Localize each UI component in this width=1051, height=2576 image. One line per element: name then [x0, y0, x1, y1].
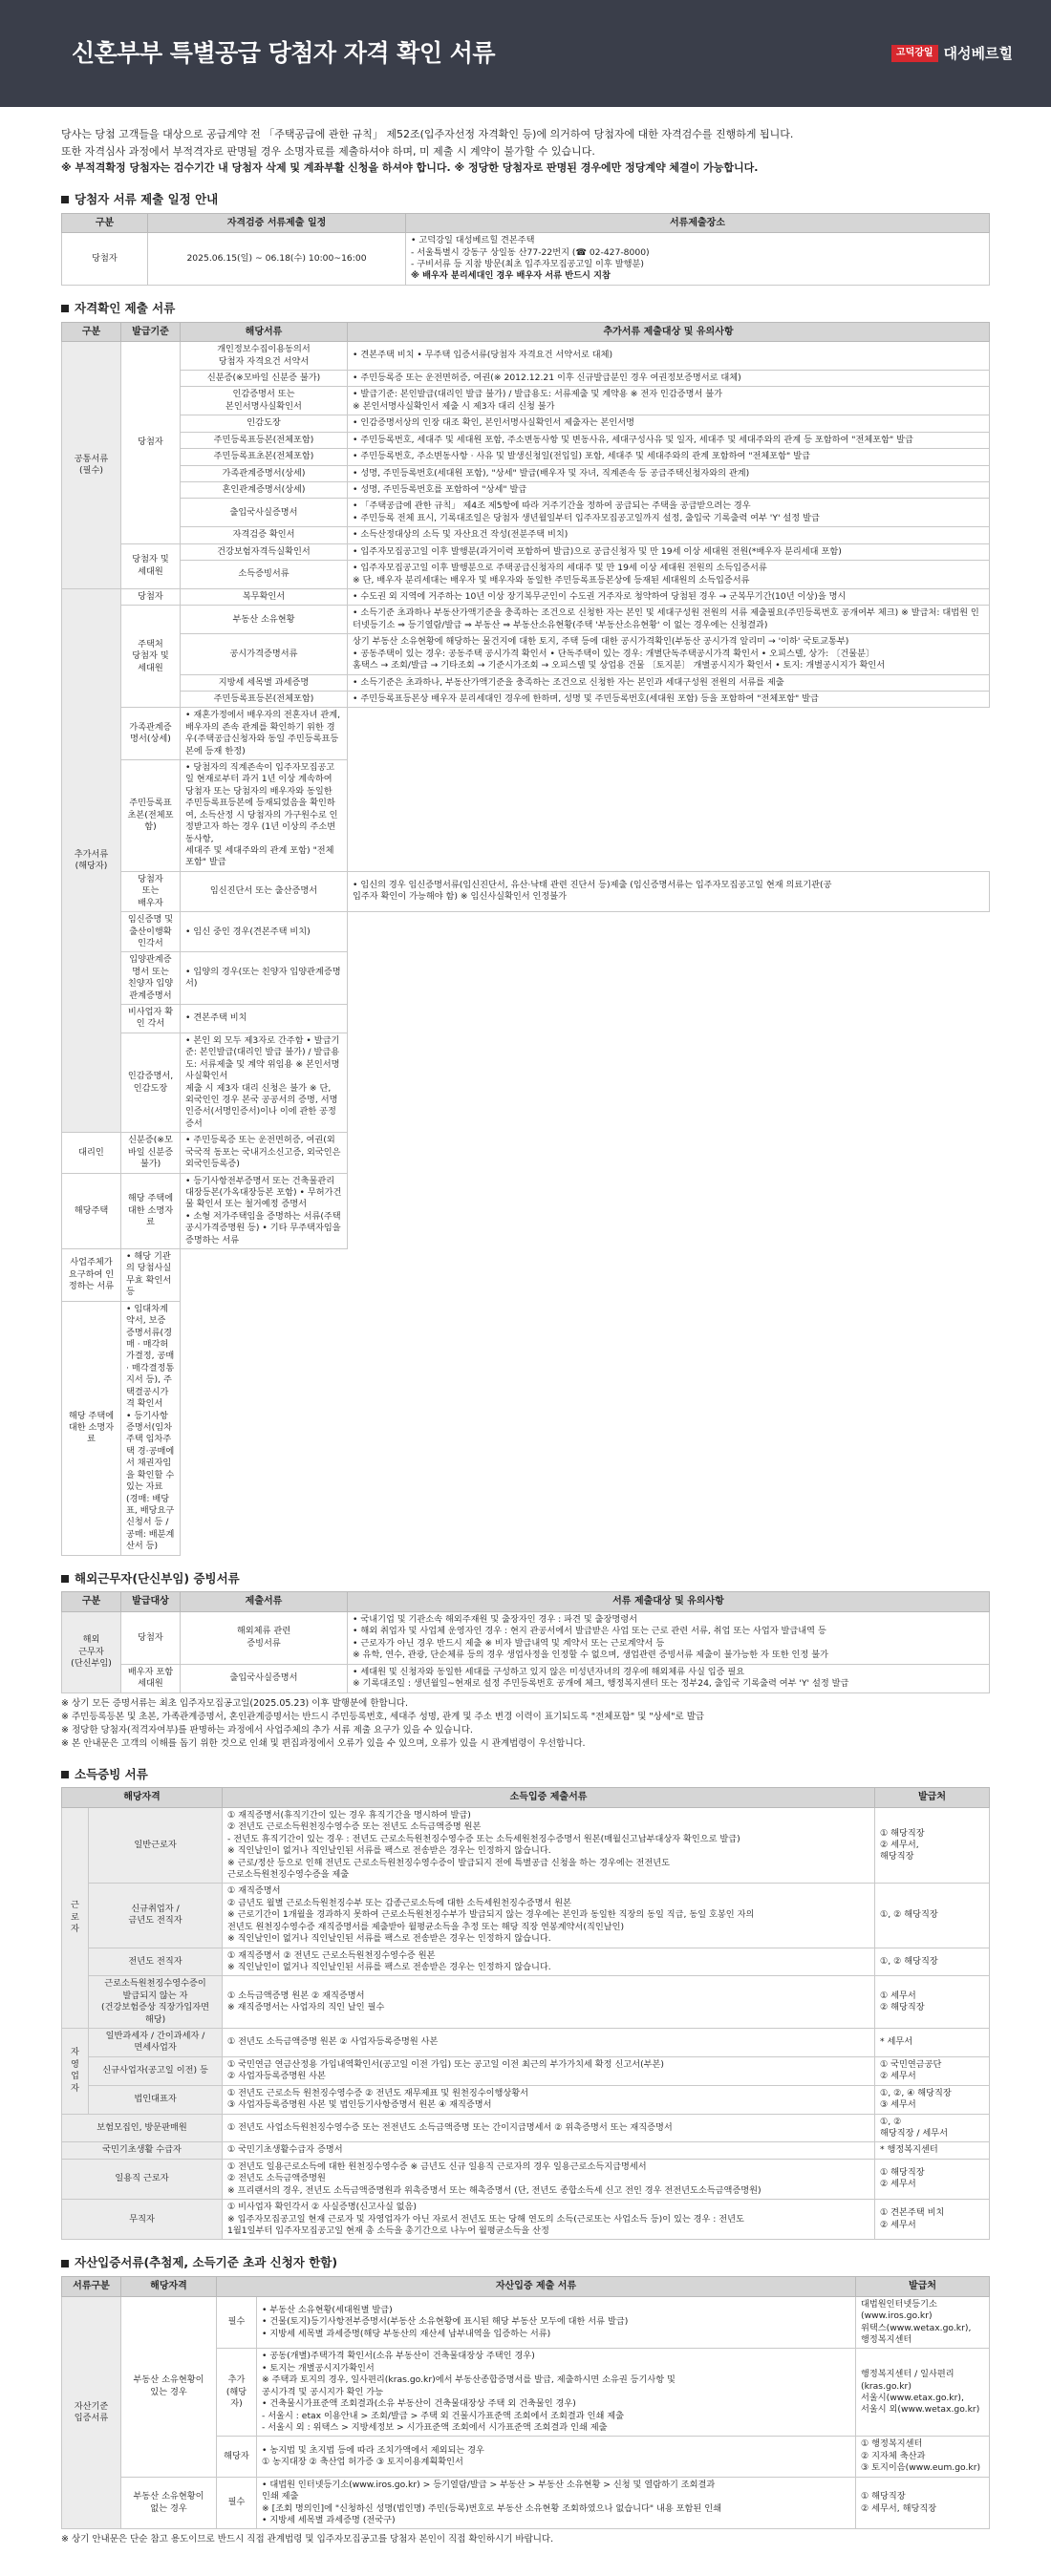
table-row — [62, 2085, 990, 2114]
row-document: 지방세 세목별 과세증명 — [181, 674, 348, 691]
row-basis: 당첨자 — [121, 1611, 181, 1664]
row-note: • 재혼가정에서 배우자의 전혼자녀 관계, 배우자의 존속 관계를 확인하기 위한 경우(주택공급신청자와 동일 주민등록표등본에 등재 한정) — [181, 708, 348, 760]
page-title: 신혼부부 특별공급 당첨자 자격 확인 서류 — [72, 39, 496, 68]
table-header: 해당자격 — [62, 1788, 223, 1808]
table-row — [62, 1664, 990, 1692]
schedule-date: 2025.06.15(일) ~ 06.18(수) 10:00~16:00 — [148, 233, 406, 286]
table-header: 제출서류 — [181, 1592, 348, 1612]
row-document: 주민등록표등본(전체포함) — [181, 432, 348, 448]
row-note: • 등기사항전부증명서 또는 건축물관리대장등본(가옥대장등본 포함) • 무허가건물 확인서 또는 철거예정 증명서 • 소형 저가주택임을 증명하는 서류(주택공시가격증명원 등) • 기타 무주택자임을 증명하는 서류 — [181, 1173, 348, 1249]
table-row — [62, 543, 990, 560]
intro-line: 당사는 당첨 고객들을 대상으로 공급계약 전 「주택공급에 관한 규칙」 제52조(입주자선정 자격확인 등)에 의거하여 당첨자에 대한 자격검수를 진행하게 됩니다. — [61, 128, 794, 140]
row-document: 인감증명서 또는 본인서명사실확인서 — [181, 387, 348, 415]
table-row — [62, 1173, 990, 1249]
income-docs: ① 소득금액증명 원본 ② 재직증명서 ※ 재직증명서는 사업자의 직인 날인 필수 — [223, 1976, 875, 2029]
table-row — [62, 2029, 990, 2057]
income-type: 신규취업자 / 금년도 전직자 — [89, 1884, 223, 1948]
income-issuer: ①, ② 해당직장 — [875, 1884, 990, 1948]
asset-issuer: ① 행정복지센터 ② 지자체 축산과 ③ 토지이음(www.eum.go.kr) — [856, 2437, 990, 2477]
row-document: 입양관계증명서 또는 친양자 입양관계증명서 — [121, 952, 181, 1005]
brand-badge: 고덕강일 — [891, 45, 938, 62]
brand-name: 대성베르힐 — [943, 44, 1013, 62]
asset-issuer: 대법원인터넷등기소 (www.iros.go.kr) 위택스(www.wetax.go.kr), 행정복지센터 — [856, 2296, 990, 2349]
row-note: • 주민등록번호, 세대주 및 세대원 포함, 주소변동사항 및 변동사유, 세대구성사유 및 일자, 세대주 및 세대주와의 관계 등 포함하여 "전체포함" 발급 — [348, 432, 990, 448]
table-row — [62, 1005, 990, 1033]
table-row — [62, 708, 990, 760]
table-row — [62, 432, 990, 448]
asset-table — [61, 2276, 990, 2529]
table-row — [62, 449, 990, 465]
row-document: 가족관계증명서(상세) — [121, 708, 181, 760]
asset-docs: • 부동산 소유현황(세대원별 발급) • 건물(토지)등기사항전부증명서(부동산 소유현황에 표시된 해당 부동산 모두에 대한 서류 발급) • 지방세 세목별 과세증명(해당 부동산의 재산세 납부내역을 입증하는 서류) — [257, 2296, 856, 2349]
asset-docs: • 대법원 인터넷등기소(www.iros.go.kr) > 등기열람/발급 > 부동산 > 부동산 소유현황 > 신청 및 열람하기 조회결과 인쇄 제출 ※ [조회 명의인]에 "신청하신 성명(법인명) 주민(등록)번호로 부동산 소유현황 조회하였으나 없습니다" 내용 포함된 인쇄 • 지방세 세목별 과세증명 (전국구) — [257, 2477, 856, 2529]
row-document: 주민등록표초본(전체포함) — [181, 449, 348, 465]
row-note: • 임신 중인 경우(견본주택 비치) — [181, 912, 348, 952]
table-row — [62, 482, 990, 499]
group-label: 근 로 자 — [62, 1807, 89, 2028]
row-document: 인감증명서, 인감도장 — [121, 1033, 181, 1132]
table-header: 서류구분 — [62, 2277, 121, 2297]
schedule-type: 당첨자 — [62, 233, 148, 286]
table-header: 자산입증 제출 서류 — [217, 2277, 856, 2297]
row-note: • 해당 기관의 당첨사실 무효 확인서 등 — [121, 1249, 181, 1302]
income-docs: ① 재직증명서 ② 전년도 근로소득원천징수영수증 원본 ※ 직인날인이 없거나 직인날인된 서류를 팩스로 전송받은 경우는 인정하지 않습니다. — [223, 1948, 875, 1976]
qualify-table — [61, 322, 990, 1556]
table-header: 구분 — [62, 1592, 121, 1612]
section-title-qualify: 자격확인 제출 서류 — [61, 301, 990, 317]
row-document: 신분증(※모바일 신분증 불가) — [181, 371, 348, 387]
table-row — [62, 952, 990, 1005]
table-header: 해당서류 — [181, 322, 348, 342]
table-row — [62, 1807, 990, 1884]
income-docs: ① 전년도 소득금액증명 원본 ② 사업자등록증명원 사본 — [223, 2029, 875, 2057]
table-row — [62, 2200, 990, 2240]
row-document: 가족관계증명서(상세) — [181, 465, 348, 481]
table-row — [62, 1976, 990, 2029]
row-note: • 입주자모집공고일 이후 발행분으로 주택공급신청자의 세대주 및 만 19세 이상 세대원 전원의 소득입증서류 ※ 단, 배우자 분리세대는 배우자 및 배우자와 동일한 주민등록표등본상에 등재된 세대원의 소득입증서류 — [348, 561, 990, 589]
table-row — [62, 588, 990, 605]
income-type: 근로소득원천징수영수증이 발급되지 않는 자 (건강보험증상 직장가입자면 해당) — [89, 1976, 223, 2029]
table-header: 발급기준 — [121, 322, 181, 342]
table-header: 발급대상 — [121, 1592, 181, 1612]
page-header — [0, 0, 1051, 107]
table-row — [62, 465, 990, 481]
income-table — [61, 1787, 990, 2240]
row-document: 사업주체가 요구하여 인정하는 서류 — [62, 1249, 121, 1302]
table-row — [62, 1884, 990, 1948]
asset-subtype: 해당자 — [217, 2437, 257, 2477]
row-basis: 당첨자 — [121, 588, 181, 605]
table-header: 소득입증 제출서류 — [223, 1788, 875, 1808]
row-basis: 대리인 — [62, 1133, 121, 1173]
row-basis: 해당주택 — [62, 1173, 121, 1249]
row-note: • 임대차계약서, 보증 증명서류(경매 · 매각허가결정, 공매 · 매각결정통지서 등), 주택결공시가격 확인서 • 등기사항증명서(임차주택 임차주택 경·공매에서 채권자임을 확인할 수 있는 자료 (경매: 배당표, 배당요구신청서 등 / 공매: 배분계산서 등) — [121, 1301, 181, 1555]
row-note: • 성명, 주민등록번호를 포함하여 "상세" 발급 — [348, 482, 990, 499]
income-type: 보험모집인, 방문판매원 — [62, 2114, 223, 2142]
row-document: 건강보험자격득실확인서 — [181, 543, 348, 560]
table-row — [62, 760, 990, 872]
note-line: ※ 주민등록등본 및 초본, 가족관계증명서, 혼인관계증명서는 반드시 주민등록번호, 세대주 성명, 관계 및 주소 변경 이력이 표기되도록 "전체포함" 및 "상세"로 발급 — [61, 1711, 705, 1722]
table-row — [62, 1948, 990, 1976]
row-document: 주민등록표등본(전체포함) — [181, 691, 348, 707]
row-document: 자격검증 확인서 — [181, 527, 348, 543]
row-document: 해외체류 관련 증빙서류 — [181, 1611, 348, 1664]
row-document: 개인정보수집이용동의서 당첨자 자격요건 서약서 — [181, 342, 348, 371]
row-document: 출입국사실증명서 — [181, 499, 348, 527]
income-rows — [62, 1807, 990, 2240]
section-title-asset: 자산입증서류(추첨제, 소득기준 초과 신청자 한함) — [61, 2255, 990, 2271]
table-row — [62, 342, 990, 371]
asset-docs: • 농지법 및 초지법 등에 따라 조치가액에서 제외되는 경우 ① 농지대장 ② 축산업 허가증 ③ 토지이용계획확인서 — [257, 2437, 856, 2477]
row-note: • 주민등록증 또는 운전면허증, 여권(외국국적 동포는 국내거소신고증, 외국인은 외국인등록증) — [181, 1133, 348, 1173]
group-label: 자 영 업 자 — [62, 2029, 89, 2115]
asset-docs: • 공동(개별)주택가격 확인서(소유 부동산이 건축물대장상 주택인 경우) • 토지는 개별공시지가확인서 ※ 주택과 토지의 경우, 일사편리(kras.go.kr)에서 부동산종합증명서를 발급, 제출하시면 소유권 등기사항 및 공시가격 및 공시지가 확인 가능 • 건축물시가표준액 조회결과(소유 부동산이 건축물대장상 주택 외 건축물인 경우) - 서울시 : etax 이용안내 > 조회/발급 > 주택 외 건물시가표준액 조회에서 조회결과 인쇄 제출 - 서울시 외 : 위택스 > 지방세정보 > 시가표준액 조회에서 시가표준액 조회결과 인쇄 제출 — [257, 2349, 856, 2437]
row-note: • 주민등록번호, 주소변동사항 · 사유 및 발생신청일(전입일) 포함, 세대주 및 세대주와의 관계 포함하여 "전체포함" 발급 — [348, 449, 990, 465]
table-row — [62, 2142, 990, 2159]
row-document: 공시가격증명서류 — [181, 634, 348, 674]
income-docs: ① 재직증명서(휴직기간이 있는 경우 휴직기간을 명시하여 발급) ② 전년도 근로소득원천징수영수증 또는 전년도 소득금액증명 원본 - 전년도 휴직기간이 있는 경우 : 전년도 근로소득원천징수영수증 또는 소득세원천징수증명서 원본(매월신고납부대상자 확인으로 발급) ※ 직인날인이 없거나 직인날인된 서류를 팩스로 전송받은 경우는 인정하지 않습니다. ※ 근로/정산 등으로 인해 전년도 근로소득원천징수영수증이 발급되지 전에 특별공급 신청을 하는 경우에는 전전년도 근로소득원천징수영수증을 제출 — [223, 1807, 875, 1884]
row-document: 복무확인서 — [181, 588, 348, 605]
income-docs: ① 비사업자 확인각서 ② 사실증명(신고사실 없음) ※ 입주자모집공고일 현재 근로자 및 자영업자가 아닌 자로서 전년도 또는 당해 연도의 소득(근로또는 사업소득 등)이 있는 경우 : 전년도 1월1일부터 입주자모집공고일 현재 총 소득을 총기간으로 나누어 월평균소득을 산정 — [223, 2200, 875, 2240]
table-header: 구분 — [62, 213, 148, 233]
section-title-income: 소득증빙 서류 — [61, 1767, 990, 1783]
row-document: 해당 주택에 대한 소명자료 — [121, 1173, 181, 1249]
qualify-rows — [62, 342, 990, 1555]
row-note: • 수도권 외 지역에 거주하는 10년 이상 장기복무군인이 수도권 거주자로 청약하여 당첨된 경우 → 군복무기간(10년 이상)을 명시 — [348, 588, 990, 605]
row-category: 공통서류 (필수) — [62, 342, 121, 589]
income-issuer: * 행정복지센터 — [875, 2142, 990, 2159]
row-note: • 입주자모집공고일 이후 발행분(과거이력 포함하여 발급)으로 공급신청자 및 만 19세 이상 세대원 전원(*배우자 분리세대 포함) — [348, 543, 990, 560]
brand-logo — [891, 44, 1013, 63]
income-issuer: ① 해당직장 ② 세무서, 해당직장 — [875, 1807, 990, 1884]
table-header: 서류제출장소 — [406, 213, 990, 233]
income-issuer: ①, ② 해당직장 / 세무서 — [875, 2114, 990, 2142]
overseas-rows — [62, 1611, 990, 1692]
row-document: 소득증빙서류 — [181, 561, 348, 589]
row-note: • 당첨자의 직계존속이 입주자모집공고일 현재로부터 과거 1년 이상 계속하여 당첨자 또는 당첨자의 배우자와 동일한 주민등록표등본에 등재되었음을 확인하여, 소득산정 시 당첨자의 가구원수로 인정받고자 하는 경우 (1년 이상의 주소변동사항, 세대주 및 세대주와의 관계 포함) "전체포함" 발급 — [181, 760, 348, 872]
asset-footer-note: ※ 상기 안내문은 단순 참고 용도이므로 반드시 직접 관계법령 및 입주자모집공고를 당첨자 본인이 직접 확인하시기 바랍니다. — [61, 2534, 554, 2545]
row-note: • 주민등록표등본상 배우자 분리세대인 경우에 한하며, 성명 및 주민등록번호(세대원 포함) 등을 포함하여 "전체포함" 발급 — [348, 691, 990, 707]
row-document: 임신진단서 또는 출산증명서 — [181, 871, 348, 911]
income-issuer: * 세무서 — [875, 2029, 990, 2057]
asset-issuer: 행정복지센터 / 일사편리 (kras.go.kr) 서울시(www.etax.go.kr), 서울시 외(www.wetax.go.kr) — [856, 2349, 990, 2437]
asset-subtype: 필수 — [217, 2477, 257, 2529]
note-line: ※ 본 안내문은 고객의 이해를 돕기 위한 것으로 인쇄 및 편집과정에서 오류가 있을 수 있으며, 오류가 있을 시 관계법령이 우선합니다. — [61, 1738, 586, 1750]
intro-line: 또한 자격심사 과정에서 부적격자로 판명될 경우 소명자료를 제출하셔야 하며, 미 제출 시 계약이 불가할 수 있습니다. — [61, 144, 595, 158]
table-row — [62, 2296, 990, 2349]
row-note: • 소득기준은 초과하나, 부동산가액기준을 충족하는 조건으로 신청한 자는 본인과 세대구성원 전원의 서류를 제출 — [348, 674, 990, 691]
income-docs: ① 전년도 사업소득원천징수영수증 또는 전전년도 소득금액증명 또는 간이지급명세서 ② 위촉증명서 또는 재직증명서 — [223, 2114, 875, 2142]
table-header: 추가서류 제출대상 및 유의사항 — [348, 322, 990, 342]
income-type: 전년도 전직자 — [89, 1948, 223, 1976]
table-row — [62, 606, 990, 634]
row-note: • 주민등록증 또는 운전면허증, 여권(※ 2012.12.21 이후 신규발급분인 경우 여권정보증명서로 대체) — [348, 371, 990, 387]
income-type: 국민기초생활 수급자 — [62, 2142, 223, 2159]
income-issuer: ① 세무서 ② 해당직장 — [875, 1976, 990, 2029]
table-header: 해당자격 — [121, 2277, 217, 2297]
row-basis: 주택처 당첨자 및 세대원 — [121, 606, 181, 708]
table-row — [62, 1249, 990, 1302]
table-row — [62, 2056, 990, 2085]
row-category: 해외 근무자 (단신부임) — [62, 1611, 121, 1692]
asset-issuer: ① 해당직장 ② 세무서, 해당직장 — [856, 2477, 990, 2529]
income-docs: ① 국민연금 연금산정용 가입내역확인서(공고일 이전 가입) 또는 공고일 이전 최근의 부가가치세 확정 신고서(부본) ② 사업자등록증명원 사본 — [223, 2056, 875, 2085]
table-row — [62, 1301, 990, 1555]
section-title-overseas: 해외근무자(단신부임) 증빙서류 — [61, 1571, 990, 1587]
table-row — [62, 415, 990, 432]
table-row — [62, 371, 990, 387]
row-document: 해당 주택에 대한 소명자료 — [62, 1301, 121, 1555]
table-header: 서류 제출대상 및 유의사항 — [348, 1592, 990, 1612]
table-header: 발급처 — [856, 2277, 990, 2297]
income-type: 일용직 근로자 — [62, 2159, 223, 2199]
asset-category: 자산기준 입증서류 — [62, 2296, 121, 2529]
schedule-table — [61, 213, 990, 286]
row-note: • 소득산정대상의 소득 및 자산요건 작성(전분주택 비치) — [348, 527, 990, 543]
table-row — [62, 2159, 990, 2199]
table-row — [62, 912, 990, 952]
row-note: • 본인 외 모두 제3자로 간주함 • 발급기준: 본인발급(대리인 발급 불가) / 발급용도: 서류제출 및 계약 위임용 ※ 본인서명사실확인서 제출 시 제3자 대리 신청은 불가 ※ 단, 외국인인 경우 본국 공공서의 증명, 서명인증서(서명인증서)이나 이에 관한 공정증서 — [181, 1033, 348, 1132]
row-document: 비사업자 확인 각서 — [121, 1005, 181, 1033]
asset-subtype: 필수 — [217, 2296, 257, 2349]
table-row — [62, 1611, 990, 1664]
row-note: • 세대원 및 신청자와 동일한 세대를 구성하고 있지 않은 미성년자녀의 경우에 해외체류 사실 입증 필요 ※ 기록대조일 : 생년월일~현재로 설정 주민등록번호 공개에 체크, 행정복지센터 또는 정부24, 출입국 기록출력 여부 'Y' 설정 발급 — [348, 1664, 990, 1692]
income-type: 일반과세자 / 간이과세자 / 면세사업자 — [89, 2029, 223, 2057]
income-docs: ① 전년도 일용근로소득에 대한 원천징수영수증 ※ 금년도 신규 일용직 근로자의 경우 일용근로소득지급명세서 ② 전년도 소득금액증명원 ※ 프리랜서의 경우, 전년도 소득금액증명원과 위촉증명서 또는 해촉증명서 (단, 전년도 종합소득세 신고 전인 경우 전전년도소득금액증명원) — [223, 2159, 875, 2199]
table-row — [62, 871, 990, 911]
row-document: 임신증명 및 출산이행확인각서 — [121, 912, 181, 952]
intro-line: ※ 부적격확정 당첨자는 검수기간 내 당첨자 삭제 및 계좌부활 신청을 하셔야 합니다. ※ 정당한 당첨자로 판명된 경우에만 정당계약 체결이 가능합니다. — [61, 161, 759, 175]
table-header: 구분 — [62, 322, 121, 342]
income-docs: ① 국민기초생활수급자 증명서 — [223, 2142, 875, 2159]
asset-qualification: 부동산 소유현황이 없는 경우 — [121, 2477, 217, 2529]
section-title-schedule: 당첨자 서류 제출 일정 안내 — [61, 192, 990, 208]
row-basis: 배우자 포함 세대원 — [121, 1664, 181, 1692]
row-note: • 성명, 주민등록번호(세대원 포함), "상세" 발급(배우자 및 자녀, 직계존속 등 공급주택신청자와의 관계) — [348, 465, 990, 481]
income-type: 신규사업자(공고일 이전) 등 — [89, 2056, 223, 2085]
overseas-table — [61, 1591, 990, 1692]
table-row — [62, 387, 990, 415]
note-line: ※ 정당한 당첨자(적격자여부)를 판명하는 과정에서 사업주체의 추가 서류 제출 요구가 있을 수 있습니다. — [61, 1725, 473, 1736]
row-note: • 소득기준 초과하나 부동산가액기준을 충족하는 조건으로 신청한 자는 본인 및 세대구성원 전원의 서류 제출필요(주민등록번호 공개여부 체크) ※ 발급처: 대법원 인터넷등기소 ⇒ 등기열람/발급 ⇒ 부동산 ⇒ 부동산소유현황(주택 '부동산소유현황' 이 없는 경우에는 신청결과) — [348, 606, 990, 634]
income-issuer: ① 해당직장 ② 세무서 — [875, 2159, 990, 2199]
row-note: • 입양의 경우(또는 친양자 입양관계증명서) — [181, 952, 348, 1005]
row-note: • 발급기준: 본인발급(대리인 발급 불가) / 발급용도: 서류제출 및 계약용 ※ 전자 인감증명서 불가 ※ 본인서명사실확인서 제출 시 제3자 대리 신청 불가 — [348, 387, 990, 415]
income-docs: ① 전년도 근로소득 원천징수영수증 ② 전년도 재무제표 및 원천징수이행상황서 ③ 사업자등록증명원 사본 및 법인등기사항증명서 원본 ④ 재직증명서 — [223, 2085, 875, 2114]
table-row — [62, 1133, 990, 1173]
income-issuer: ① 국민연금공단 ② 세무서 — [875, 2056, 990, 2085]
asset-qualification: 부동산 소유현황이 있는 경우 — [121, 2296, 217, 2477]
table-header: 자격검증 서류제출 일정 — [148, 213, 406, 233]
row-basis: 당첨자 및 세대원 — [121, 543, 181, 588]
row-basis: 당첨자 또는 배우자 — [121, 871, 181, 911]
row-basis: 당첨자 — [121, 342, 181, 543]
overseas-notes — [61, 1697, 990, 1752]
row-category: 추가서류 (해당자) — [62, 588, 121, 1132]
table-row — [62, 2114, 990, 2142]
row-document: 혼인관계증명서(상세) — [181, 482, 348, 499]
row-note: • 견본주택 비치 — [181, 1005, 348, 1033]
income-issuer: ① 견본주택 비치 ② 세무서 — [875, 2200, 990, 2240]
row-note: 상기 부동산 소유현황에 해당하는 물건지에 대한 토지, 주택 등에 대한 공시가격확인(부동산 공시가격 알리미 → '이하' 국토교통부) • 공동주택이 있는 경우: 공동주택 공시가격 확인서 • 단독주택이 있는 경우: 개별단독주택공시가격 확인서 • 오피스텔, 상가: 〔건물분〕 홈택스 → 조회/발급 → 기타조회 → 기준시가조회 → 오피스텔 및 상업용 건물 〔토지분〕 개별공시지가 확인서 • 토지: 개별공시지가 확인서 — [348, 634, 990, 674]
income-type: 일반근로자 — [89, 1807, 223, 1884]
row-note: • 인감증명서상의 인장 대조 확인, 본인서명사실확인서 제출자는 본인서명 — [348, 415, 990, 432]
table-row — [62, 674, 990, 691]
income-type: 무직자 — [62, 2200, 223, 2240]
row-note: • 국내기업 및 기관소속 해외주재원 및 출장자인 경우 : 파견 및 출장명령서 • 해외 취업자 및 사업체 운영자인 경우 : 현지 관공서에서 발급받은 사업 또는 근로 관련 서류, 취업 또는 사업자 발급내역 등 • 근로자가 아닌 경우 반드시 제출 ※ 비자 발급내역 및 계약서 또는 근로계약서 등 ※ 유학, 연수, 관광, 단순체류 등의 경우 생업사정을 인정할 수 없으며, 생업관련 증빙서류 제출이 불가능한 자 또한 인정 불가 — [348, 1611, 990, 1664]
table-header: 발급처 — [875, 1788, 990, 1808]
asset-subtype: 추가 (해당자) — [217, 2349, 257, 2437]
row-document: 인감도장 — [181, 415, 348, 432]
row-document: 주민등록표초본(전체포함) — [121, 760, 181, 872]
row-note: • 견본주택 비치 • 무주택 입증서류(당첨자 자격요건 서약서로 대체) — [348, 342, 990, 371]
table-row — [62, 691, 990, 707]
table-row — [62, 527, 990, 543]
income-type: 법인대표자 — [89, 2085, 223, 2114]
income-issuer: ①, ②, ④ 해당직장 ③ 세무서 — [875, 2085, 990, 2114]
row-document: 출입국사실증명서 — [181, 1664, 348, 1692]
asset-rows — [62, 2296, 990, 2529]
table-row — [62, 2477, 990, 2529]
intro-text — [61, 126, 990, 177]
table-row — [62, 499, 990, 527]
row-document: 신분증(※모바일 신분증 불가) — [121, 1133, 181, 1173]
schedule-place: • 고덕강일 대성베르힐 견본주택 - 서울특별시 강동구 상일동 산77-22번지 (☎ 02-427-8000) - 구비서류 등 지참 방문(최초 입주자모집공고일 이후 발행분) ※ 배우자 분리세대인 경우 배우자 서류 반드시 지참 — [406, 233, 990, 286]
note-line: ※ 상기 모든 증명서류는 최초 입주자모집공고일(2025.05.23) 이후 발행분에 한합니다. — [61, 1697, 409, 1709]
income-docs: ① 재직증명서 ② 금년도 월별 근로소득원천징수부 또는 갑종근로소득에 대한 소득세원천징수증명서 원본 ※ 근로기간이 1개월을 경과하지 못하여 근로소득원천징수부가 발급되지 않는 경우에는 본인과 동일한 직장의 동일 직급, 동일 호봉인 자의 전년도 원천징수영수증 재직증명서를 제출받아 월평균소득을 추정 또는 해당 직장 연봉계약서(직인날인) ※ 직인날인이 없거나 직인날인된 서류를 팩스로 전송받은 경우는 인정하지 않습니다. — [223, 1884, 875, 1948]
table-row — [62, 561, 990, 589]
row-document: 부동산 소유현황 — [181, 606, 348, 634]
table-row — [62, 1033, 990, 1132]
table-row — [62, 634, 990, 674]
row-note: • 「주택공급에 관한 규칙」 제4조 제5항에 따라 거주기간을 정하여 공급되는 주택을 공급받으려는 경우 • 주민등록 전체 표시, 기록대조일은 당첨자 생년월일부터 입주자모집공고일까지 설정, 출입국 기록출력 여부 'Y' 설정 발급 — [348, 499, 990, 527]
income-issuer: ①, ② 해당직장 — [875, 1948, 990, 1976]
row-note: • 임신의 경우 임신증명서류(임신진단서, 유산·낙태 관련 진단서 등)제출 (임신증명서류는 입주자모집공고일 현재 의료기관(공 입주자 확인이 가능해야 함) ※ 임신사실확인서 인정불가 — [348, 871, 990, 911]
